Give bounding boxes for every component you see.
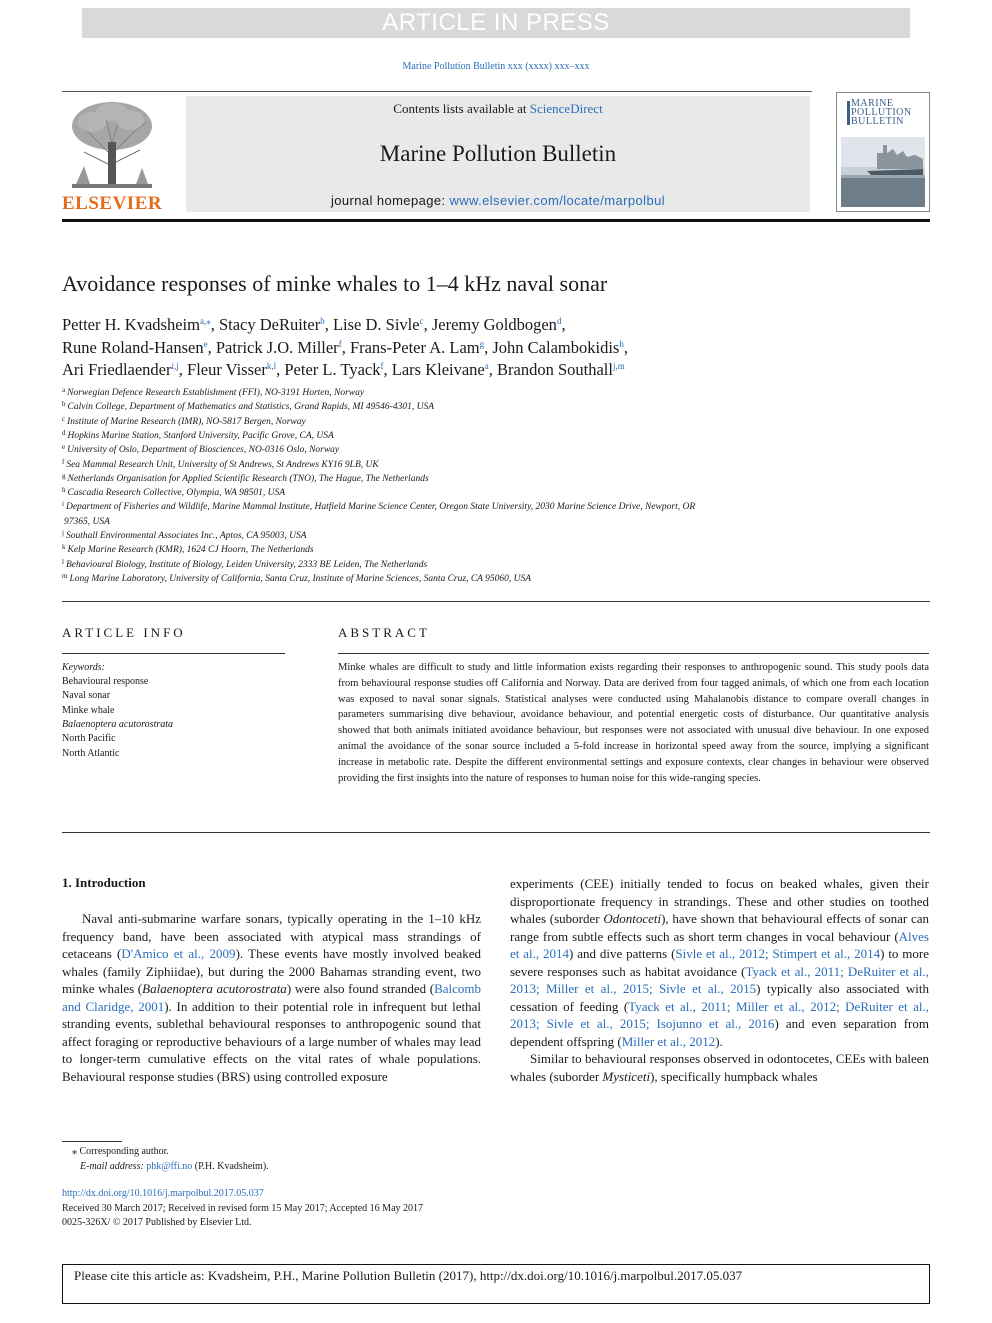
citation-link[interactable]: Tyack et al., 2011; Miller et al., 2012; DeRuiter et al., 2013; Sivle et al., 2015; Isojunno et al., 2016 <box>510 998 929 1031</box>
affiliation-item <box>62 502 695 512</box>
species-name: Mysticeti <box>602 1068 651 1084</box>
affiliation-item <box>62 414 306 427</box>
text-run: ) were also found stranded ( <box>286 981 435 996</box>
affiliation-item <box>62 545 314 555</box>
sciencedirect-link[interactable]: ScienceDirect <box>529 101 603 116</box>
author-separator: , <box>423 315 432 334</box>
author-line <box>62 315 566 335</box>
author-name[interactable]: Jeremy Goldbogen <box>431 315 557 334</box>
abstract-rule <box>338 653 929 654</box>
author-separator: , <box>623 337 628 357</box>
affiliation-item <box>62 557 428 570</box>
author-affiliation-marks[interactable]: i,j <box>171 361 179 371</box>
intro-left-column <box>62 910 481 1085</box>
copyright-line: 0025-326X/ © 2017 Published by Elsevier Ltd. <box>62 1217 252 1228</box>
intro-right-column <box>510 875 929 1085</box>
section-rule <box>62 601 930 602</box>
intro-paragraph-1-continued <box>510 875 929 1050</box>
citation-text: Please cite this article as: Kvadsheim, P.H., Marine Pollution Bulletin (2017), http://dx.doi.org/10.1016/j.marpolbul.2017.05.037 <box>74 1268 743 1283</box>
author-name[interactable]: Ari Friedlaender <box>62 360 172 379</box>
affiliation-mark: l <box>62 557 64 566</box>
author-separator: , <box>178 360 188 379</box>
affiliation-text: University of Oslo, Department of Biosciences, NO-0316 Oslo, Norway <box>67 445 340 456</box>
text-run: ) and even separation from dependent offspring ( <box>510 1016 929 1049</box>
affiliation-mark: d <box>62 428 66 437</box>
article-info-heading: ARTICLE INFO <box>62 625 186 640</box>
affiliation-text: Institute of Marine Research (IMR), NO-5817 Bergen, Norway <box>67 416 306 427</box>
author-affiliation-marks[interactable]: c <box>419 316 424 326</box>
affiliation-mark: a <box>62 386 66 394</box>
author-separator: , <box>210 315 219 334</box>
author-separator: , <box>561 315 566 334</box>
abstract-text: Minke whales are difficult to study and little information exists regarding their responses to anthropogenic sound. This study pools data from behavioural response studies off California and Norway. Data are derived from four tagged animals, of which one from each location was exposed to naval sonar signals. Statistical analyses were conducted using Mahalanobis distance to compare overall changes in parameters summarising dive behaviour, avoidance behaviour, and potential energetic costs of disturbance. Our quantitative analysis showed that both animals initiated avoidance behaviour, but responses were not associated with unusual dive behaviour. In one exposed animal the avoidance of the sonar source included a 5-fold increase in horizontal speed away from the source, implying a significant increase in metabolic rate. Despite the different environmental settings and exposure contexts, clear changes in behaviour were observed providing the first insights into the nature of responses to human noise for this wide-ranging species. <box>338 662 929 784</box>
homepage-prefix: journal homepage: <box>330 193 450 208</box>
affiliation-item <box>62 388 364 398</box>
author-separator: , <box>383 360 392 379</box>
email-suffix: (P.H. Kvadsheim). <box>192 1161 269 1172</box>
affiliation-text: Norwegian Defence Research Establishment (FFI), NO-3191 Horten, Norway <box>67 388 365 398</box>
affiliation-text: Behavioural Biology, Institute of Biology, Leiden University, 2333 BE Leiden, The Netherlands <box>65 559 428 570</box>
text-run: ), specifically humpback whales <box>650 1068 818 1084</box>
journal-title: Marine Pollution Bulletin <box>379 141 617 166</box>
keywords-label: Keywords: <box>62 662 105 673</box>
keyword-item[interactable]: North Pacific <box>62 733 116 745</box>
header-rule <box>62 91 812 92</box>
article-in-press-banner: ARTICLE IN PRESS <box>82 8 910 38</box>
author-name[interactable]: Peter L. Tyack <box>284 360 381 379</box>
email-note <box>80 1161 269 1172</box>
section-rule-bottom <box>62 832 930 833</box>
journal-cover-thumbnail[interactable] <box>836 92 930 212</box>
intro-paragraph-2 <box>510 1050 929 1085</box>
text-run: ), have shown that behavioural effects of sonar can range from subtle effects such as short term changes in vocal behaviour ( <box>510 911 929 944</box>
author-affiliation-marks[interactable]: h <box>619 338 624 349</box>
author-name[interactable]: Lars Kleivane <box>391 360 485 379</box>
doi-link[interactable]: http://dx.doi.org/10.1016/j.marpolbul.2017.05.037 <box>62 1188 264 1199</box>
citation-link[interactable]: Miller et al., 2012 <box>621 1033 716 1049</box>
affiliation-item <box>62 488 285 498</box>
affiliation-text: Netherlands Organisation for Applied Scientific Research (TNO), The Hague, The Netherlands <box>67 473 429 484</box>
article-info-rule <box>62 653 285 654</box>
affiliation-mark: k <box>62 543 66 552</box>
affiliation-mark: g <box>62 471 66 480</box>
affiliation-mark: m <box>62 571 68 580</box>
keyword-item[interactable]: Naval sonar <box>62 690 111 702</box>
affiliation-item <box>62 571 532 584</box>
contents-prefix: Contents lists available at <box>393 101 530 116</box>
author-separator: , <box>341 337 350 357</box>
author-name[interactable]: Stacy DeRuiter <box>218 315 321 334</box>
affiliation-text: Calvin College, Department of Mathematics and Statistics, Grand Rapids, MI 49546-4301, USA <box>67 402 435 413</box>
author-name[interactable]: Brandon Southall <box>497 360 613 379</box>
affiliation-mark: c <box>62 414 66 423</box>
affiliation-text: Sea Mammal Research Unit, University of St Andrews, St Andrews KY16 9LB, UK <box>66 459 379 470</box>
article-title: Avoidance responses of minke whales to 1–4 kHz naval sonar <box>62 271 608 296</box>
affiliation-item <box>62 471 429 484</box>
author-affiliation-marks[interactable]: d <box>556 316 562 326</box>
species-name: Balaenoptera acutorostrata <box>142 981 287 996</box>
author-line <box>62 360 625 380</box>
author-separator: , <box>488 360 497 379</box>
citation-link[interactable]: Balcomb and Claridge, 2001 <box>62 981 481 1014</box>
journal-citation-line[interactable]: Marine Pollution Bulletin xxx (xxxx) xxx–xxx <box>402 61 590 72</box>
affiliation-mark: i <box>62 500 64 509</box>
affiliation-mark: j <box>62 529 64 537</box>
keyword-item[interactable]: North Atlantic <box>62 747 120 759</box>
intro-paragraph-1 <box>62 910 481 1085</box>
corresponding-text: Corresponding author. <box>79 1146 169 1157</box>
footnote-rule <box>62 1141 122 1142</box>
corresponding-mark: ⁎ <box>72 1146 77 1157</box>
affiliation-text: Cascadia Research Collective, Olympia, WA 98501, USA <box>67 488 286 499</box>
text-run: Naval anti-submarine warfare sonars, typically operating in the 1–10 kHz frequency band, have been associated with atypical mass strandings of cetaceans ( <box>62 911 481 961</box>
text-run: ) to more severe responses such as habitat avoidance ( <box>510 946 930 979</box>
text-run: experiments (CEE) initially tended to focus on beaked whales, given their disproportionate frequency in strandings. These and other studies on toothed whales (suborder <box>510 876 929 926</box>
species-name: Odontoceti <box>603 911 662 926</box>
author-name[interactable]: Fleur Visser <box>187 360 267 379</box>
affiliation-text: Southall Environmental Associates Inc., Aptos, CA 95003, USA <box>65 531 307 541</box>
email-link[interactable]: phk@ffi.no <box>146 1161 193 1172</box>
affiliation-item <box>62 402 434 412</box>
author-affiliation-marks[interactable]: f <box>338 338 342 349</box>
journal-homepage <box>186 193 810 208</box>
citation-link[interactable]: Tyack et al., 2011; DeRuiter et al., 2013; Miller et al., 2015; Sivle et al., 2015 <box>510 963 929 996</box>
affiliation-item <box>62 445 339 455</box>
cover-harbor-image <box>837 93 929 211</box>
author-name[interactable]: Frans-Peter A. Lam <box>349 337 480 357</box>
homepage-link[interactable]: www.elsevier.com/locate/marpolbul <box>449 193 665 208</box>
text-run: ). In addition to their potential role in infrequent but lethal stranding events, sublethal behavioural responses to anthropogenic sound that affect foraging or reproductive behaviours of a large number of whales may lead to longer-term cumulative effects on the vital rates of whale populations. Behavioural response studies (BRS) using controlled exposure <box>62 998 481 1084</box>
affiliation-text: 97365, USA <box>64 516 110 527</box>
author-separator: , <box>207 337 216 357</box>
affiliation-text: Kelp Marine Research (KMR), 1624 CJ Hoorn, The Netherlands <box>67 545 314 556</box>
author-line <box>62 338 628 358</box>
author-name[interactable]: Rune Roland-Hansen <box>62 337 204 357</box>
author-affiliation-marks[interactable]: b <box>320 316 325 326</box>
affiliation-mark: b <box>62 400 66 409</box>
cover-title: MARINE POLLUTION BULLETIN <box>851 98 912 127</box>
affiliation-item <box>62 517 110 527</box>
corresponding-author-note <box>72 1146 169 1157</box>
author-name[interactable]: Petter H. Kvadsheim <box>62 315 200 334</box>
affiliation-text: Long Marine Laboratory, University of California, Santa Cruz, Institute of Marine Sciences, Santa Cruz, CA 95060, USA <box>69 573 532 584</box>
author-separator: , <box>484 337 493 357</box>
citation-link[interactable]: D'Amico et al., 2009 <box>121 946 236 961</box>
text-run: ). <box>715 1033 723 1049</box>
text-run: Similar to behavioural responses observed in odontocetes, CEEs with baleen whales (suborder <box>510 1051 929 1084</box>
author-affiliation-marks[interactable]: e <box>203 338 208 349</box>
text-run: ). These events have mostly involved beaked whales (family Ziphiidae), but during the 2000 Bahamas stranding event, two minke whales ( <box>62 946 481 996</box>
email-label: E-mail address: <box>80 1161 144 1172</box>
citation-link[interactable]: Alves et al., 2014 <box>510 928 929 961</box>
affiliation-mark: e <box>62 443 66 452</box>
author-name[interactable]: Lise D. Sivle <box>332 315 420 334</box>
contents-available <box>186 101 810 117</box>
author-name[interactable]: Patrick J.O. Miller <box>215 337 339 357</box>
author-affiliation-marks[interactable]: k,l <box>266 361 277 371</box>
received-dates: Received 30 March 2017; Received in revised form 15 May 2017; Accepted 16 May 2017 <box>62 1203 424 1214</box>
author-name[interactable]: John Calambokidis <box>492 337 620 357</box>
text-run: ) and dive patterns ( <box>569 946 676 961</box>
keyword-item[interactable]: Behavioural response <box>62 676 149 687</box>
header-thick-rule <box>62 219 930 222</box>
text-run: ) typically also associated with cessation of feeding ( <box>510 981 929 1014</box>
affiliation-item <box>62 457 379 470</box>
author-affiliation-marks[interactable]: g <box>479 338 485 349</box>
author-separator: , <box>324 315 333 334</box>
author-separator: , <box>276 360 285 379</box>
author-affiliation-marks[interactable]: f <box>380 361 384 371</box>
author-affiliation-marks[interactable]: j,m <box>612 361 625 371</box>
affiliation-item <box>62 428 334 441</box>
keyword-item[interactable]: Minke whale <box>62 704 115 716</box>
affiliation-item <box>62 531 307 541</box>
affiliation-mark: f <box>62 457 65 466</box>
author-affiliation-marks[interactable]: a <box>484 361 489 371</box>
author-affiliation-marks[interactable]: a,⁎ <box>199 316 211 326</box>
abstract-heading: ABSTRACT <box>338 625 430 640</box>
affiliation-mark: h <box>62 486 66 495</box>
affiliation-text: Hopkins Marine Station, Stanford University, Pacific Grove, CA, USA <box>67 430 334 441</box>
citation-link[interactable]: Sivle et al., 2012; Stimpert et al., 2014 <box>675 946 881 961</box>
affiliation-text: Department of Fisheries and Wildlife, Marine Mammal Institute, Hatfield Marine Science Center, Oregon State University, 2030 Marine Science Drive, Newport, OR <box>65 502 696 513</box>
elsevier-wordmark: ELSEVIER <box>62 193 163 214</box>
introduction-heading: 1. Introduction <box>62 875 146 890</box>
keyword-item[interactable]: Balaenoptera acutorostrata <box>62 718 174 730</box>
